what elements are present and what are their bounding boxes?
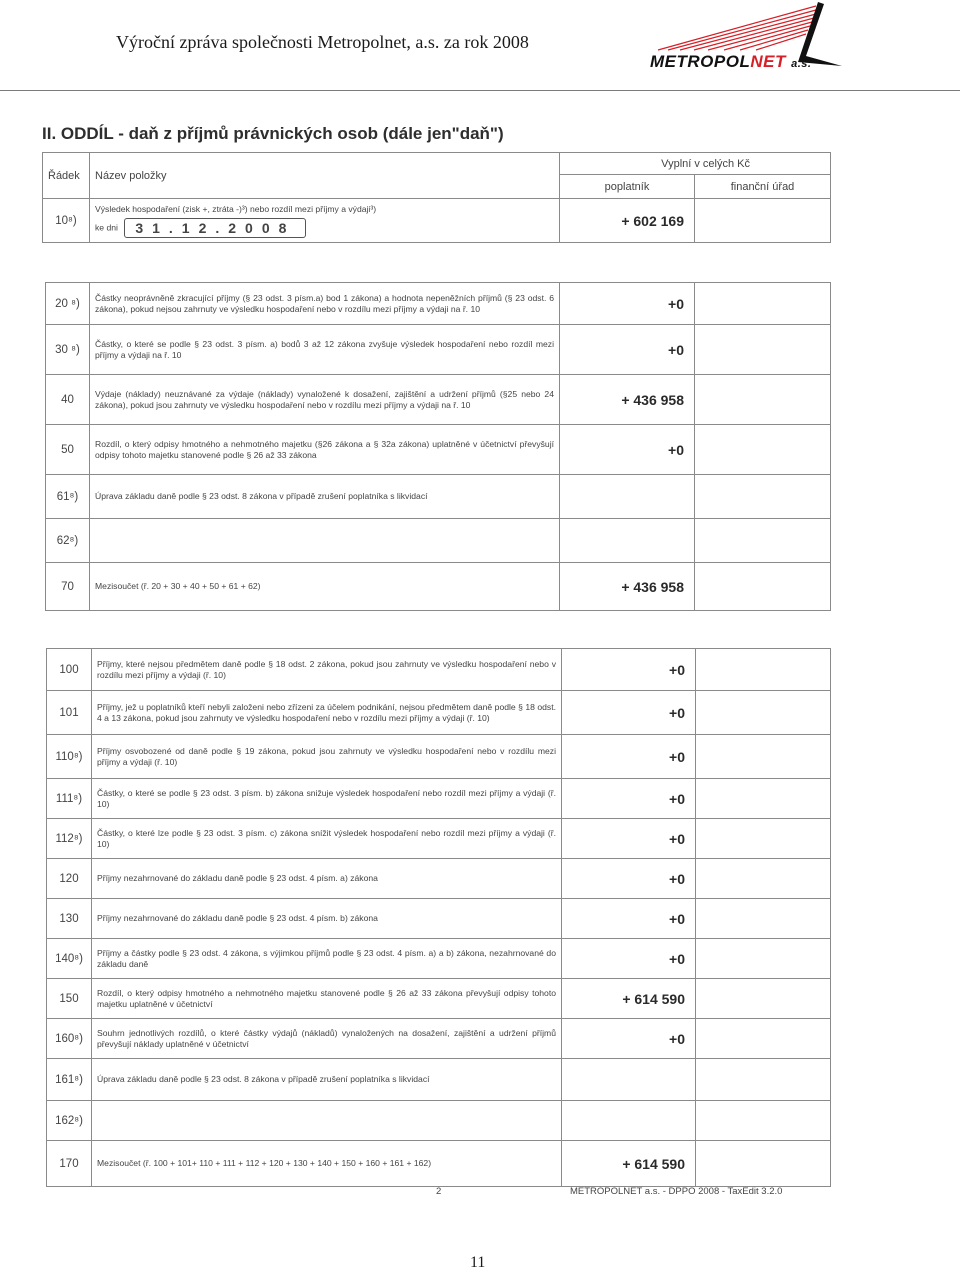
row-description xyxy=(90,199,560,243)
row-amount: +0 xyxy=(560,283,695,325)
row-office-cell xyxy=(695,475,831,519)
row-amount: +0 xyxy=(562,899,696,939)
row-office-cell xyxy=(696,939,831,979)
software-note: METROPOLNET a.s. - DPPO 2008 - TaxEdit 3.2.0 xyxy=(570,1186,783,1197)
row-description: Příjmy, které nejsou předmětem daně podle § 18 odst. 2 zákona, pokud jsou zahrnuty ve výsledku hospodaření nebo v rozdílu mezi příjmy a výdaji (ř. 10) xyxy=(92,649,562,691)
table-row xyxy=(43,199,831,243)
row-number: 160⁸) xyxy=(47,1019,92,1059)
table-row xyxy=(47,779,831,819)
header-divider xyxy=(0,90,960,91)
row-office-cell xyxy=(696,819,831,859)
table-row xyxy=(47,979,831,1019)
row-office-cell xyxy=(695,563,831,611)
row-description: Příjmy nezahrnované do základu daně podle § 23 odst. 4 písm. a) zákona xyxy=(92,859,562,899)
row-number: 150 xyxy=(47,979,92,1019)
table-row xyxy=(47,1141,831,1187)
row-amount: +0 xyxy=(562,939,696,979)
row-number: 50 xyxy=(46,425,90,475)
row-number: 70 xyxy=(46,563,90,611)
row-amount: + 614 590 xyxy=(562,1141,696,1187)
table-row xyxy=(47,939,831,979)
page-header xyxy=(0,0,960,92)
row-amount: + 602 169 xyxy=(560,199,695,243)
col-row-header: Řádek xyxy=(43,153,90,199)
row-amount: +0 xyxy=(562,1019,696,1059)
date-prefix: ke dni xyxy=(95,221,118,232)
row-office-cell xyxy=(696,779,831,819)
row-description: Částky, o které lze podle § 23 odst. 3 písm. c) zákona snížit výsledek hospodaření nebo rozdíl mezi příjmy a výdaji (ř. 10) xyxy=(92,819,562,859)
row-office-cell xyxy=(696,649,831,691)
row-description: Částky, o které se podle § 23 odst. 3 písm. a) bodů 3 až 12 zákona zvyšuje výsledek hospodaření nebo rozdíl mezi příjmy a výdaji na ř. 10 xyxy=(90,325,560,375)
table-additions xyxy=(45,282,831,611)
row-office-cell xyxy=(695,199,831,243)
row-amount: +0 xyxy=(560,325,695,375)
row-amount: + 436 958 xyxy=(560,375,695,425)
table-row xyxy=(47,859,831,899)
row-description xyxy=(92,1101,562,1141)
row-number: 20 ⁸) xyxy=(46,283,90,325)
row-description: Mezisoučet (ř. 20 + 30 + 40 + 50 + 61 + 62) xyxy=(90,563,560,611)
row-amount: +0 xyxy=(562,691,696,735)
row-number: 130 xyxy=(47,899,92,939)
row-description: Výdaje (náklady) neuznávané za výdaje (náklady) vynaložené k dosažení, zajištění a udržení příjmů (§25 nebo 24 zákona), pokud jsou zahrnuty ve výsledku hospodaření nebo v rozdílu mezi příjmy a výdaji na ř. 10 xyxy=(90,375,560,425)
row-number: 10⁸) xyxy=(43,199,90,243)
row-office-cell xyxy=(695,425,831,475)
col-fill-header: Vyplní v celých Kč xyxy=(560,153,831,175)
row-amount: +0 xyxy=(562,859,696,899)
table-row xyxy=(46,563,831,611)
row-number: 30 ⁸) xyxy=(46,325,90,375)
table-row xyxy=(47,1019,831,1059)
row-office-cell xyxy=(695,519,831,563)
table-row xyxy=(46,375,831,425)
row-amount: +0 xyxy=(562,819,696,859)
table-row xyxy=(47,649,831,691)
row-description: Příjmy osvobozené od daně podle § 19 zákona, pokud jsou zahrnuty ve výsledku hospodaření nebo v rozdílu mezi příjmy a výdaji (ř. 10) xyxy=(92,735,562,779)
row-amount: + 436 958 xyxy=(560,563,695,611)
table-row xyxy=(46,325,831,375)
table-row xyxy=(47,1101,831,1141)
row-number: 100 xyxy=(47,649,92,691)
col-office-header: finanční úřad xyxy=(695,175,831,199)
row-description: Rozdíl, o který odpisy hmotného a nehmotného majetku (§26 zákona a § 32a zákona) uplatněné v účetnictví převyšují odpisy tohoto majetku stanovené podle § 26 až 33 zákona xyxy=(90,425,560,475)
row-number: 140⁸) xyxy=(47,939,92,979)
row-amount: +0 xyxy=(562,649,696,691)
row-description xyxy=(90,519,560,563)
row-description: Příjmy a částky podle § 23 odst. 4 zákona, s výjimkou příjmů podle § 23 odst. 4 písm. a) a b) zákona, nezahrnované do základu daně xyxy=(92,939,562,979)
row-number: 62⁸) xyxy=(46,519,90,563)
table-row xyxy=(46,519,831,563)
row-amount: +0 xyxy=(562,779,696,819)
row-description: Souhrn jednotlivých rozdílů, o které částky výdajů (nákladů) vynaložených na dosažení, zajištění a udržení příjmů převyšují náklady uplatněné v účetnictví xyxy=(92,1019,562,1059)
row-description: Mezisoučet (ř. 100 + 101+ 110 + 111 + 112 + 120 + 130 + 140 + 150 + 160 + 161 + 162) xyxy=(92,1141,562,1187)
page-number: 11 xyxy=(470,1254,486,1271)
table-row xyxy=(47,1059,831,1101)
col-name-header: Název položky xyxy=(90,153,560,199)
form-page-number: 2 xyxy=(436,1186,442,1197)
section-title: II. ODDÍL - daň z příjmů právnických osob (dále jen"daň") xyxy=(42,124,504,143)
row-description: Rozdíl, o který odpisy hmotného a nehmotného majetku stanovené podle § 26 až 33 zákona převyšují odpisy tohoto majetku uplatněné v účetnictví xyxy=(92,979,562,1019)
table-row xyxy=(47,691,831,735)
row-amount: +0 xyxy=(560,425,695,475)
row-office-cell xyxy=(695,283,831,325)
table-row xyxy=(46,425,831,475)
row-office-cell xyxy=(696,1019,831,1059)
row-office-cell xyxy=(696,859,831,899)
row-description: Příjmy, jež u poplatníků kteří nebyli založeni nebo zřízeni za účelem podnikání, nejsou předmětem daně podle § 18 odst. 4 a 13 zákona, pokud jsou zahrnuty ve výsledku hospodaření nebo v rozdílu mezi příjmy a výdaji (ř. 10) xyxy=(92,691,562,735)
table-deductions xyxy=(46,648,831,1187)
table-row xyxy=(47,735,831,779)
table-row xyxy=(46,283,831,325)
metropolnet-logo xyxy=(648,0,848,82)
row-description: Úprava základu daně podle § 23 odst. 8 zákona v případě zrušení poplatníka s likvidací xyxy=(92,1059,562,1101)
row-description: Úprava základu daně podle § 23 odst. 8 zákona v případě zrušení poplatníka s likvidací xyxy=(90,475,560,519)
row-amount: + 614 590 xyxy=(562,979,696,1019)
row-number: 170 xyxy=(47,1141,92,1187)
row-number: 161⁸) xyxy=(47,1059,92,1101)
report-title: Výroční zpráva společnosti Metropolnet, a.s. za rok 2008 xyxy=(116,32,529,52)
row-number: 101 xyxy=(47,691,92,735)
row-number: 111⁸) xyxy=(47,779,92,819)
row-office-cell xyxy=(695,375,831,425)
logo-text: METROPOLNET a.s. xyxy=(650,52,812,71)
row-number: 110⁸) xyxy=(47,735,92,779)
row-date xyxy=(95,218,554,238)
row-number: 61⁸) xyxy=(46,475,90,519)
row-number: 120 xyxy=(47,859,92,899)
table-row xyxy=(47,899,831,939)
row-description: Příjmy nezahrnované do základu daně podle § 23 odst. 4 písm. b) zákona xyxy=(92,899,562,939)
table-result xyxy=(42,152,831,243)
row-number: 40 xyxy=(46,375,90,425)
col-payer-header: poplatník xyxy=(560,175,695,199)
row-office-cell xyxy=(696,899,831,939)
row-number: 112⁸) xyxy=(47,819,92,859)
row-description-text: Výsledek hospodaření (zisk +, ztráta -)³) nebo rozdíl mezi příjmy a výdaji³) xyxy=(95,203,377,214)
row-office-cell xyxy=(696,979,831,1019)
date-box: 31.12.2008 xyxy=(124,218,306,238)
row-amount xyxy=(560,519,695,563)
row-amount xyxy=(562,1059,696,1101)
row-amount xyxy=(560,475,695,519)
row-description: Částky neoprávněně zkracující příjmy (§ 23 odst. 3 písm.a) bod 1 zákona) a hodnota nepeněžních příjmů (§ 23 odst. 6 zákona), pokud nejsou zahrnuty ve výsledku hospodaření nebo v rozdílu mezi příjmy a výdaji na ř. 10 xyxy=(90,283,560,325)
row-office-cell xyxy=(696,1101,831,1141)
row-office-cell xyxy=(696,691,831,735)
row-description: Částky, o které se podle § 23 odst. 3 písm. b) zákona snižuje výsledek hospodaření nebo rozdíl mezi příjmy a výdaji (ř. 10) xyxy=(92,779,562,819)
row-amount: +0 xyxy=(562,735,696,779)
row-amount xyxy=(562,1101,696,1141)
row-number: 162⁸) xyxy=(47,1101,92,1141)
row-office-cell xyxy=(695,325,831,375)
table-row xyxy=(46,475,831,519)
row-office-cell xyxy=(696,735,831,779)
table-row xyxy=(47,819,831,859)
row-office-cell xyxy=(696,1059,831,1101)
row-office-cell xyxy=(696,1141,831,1187)
